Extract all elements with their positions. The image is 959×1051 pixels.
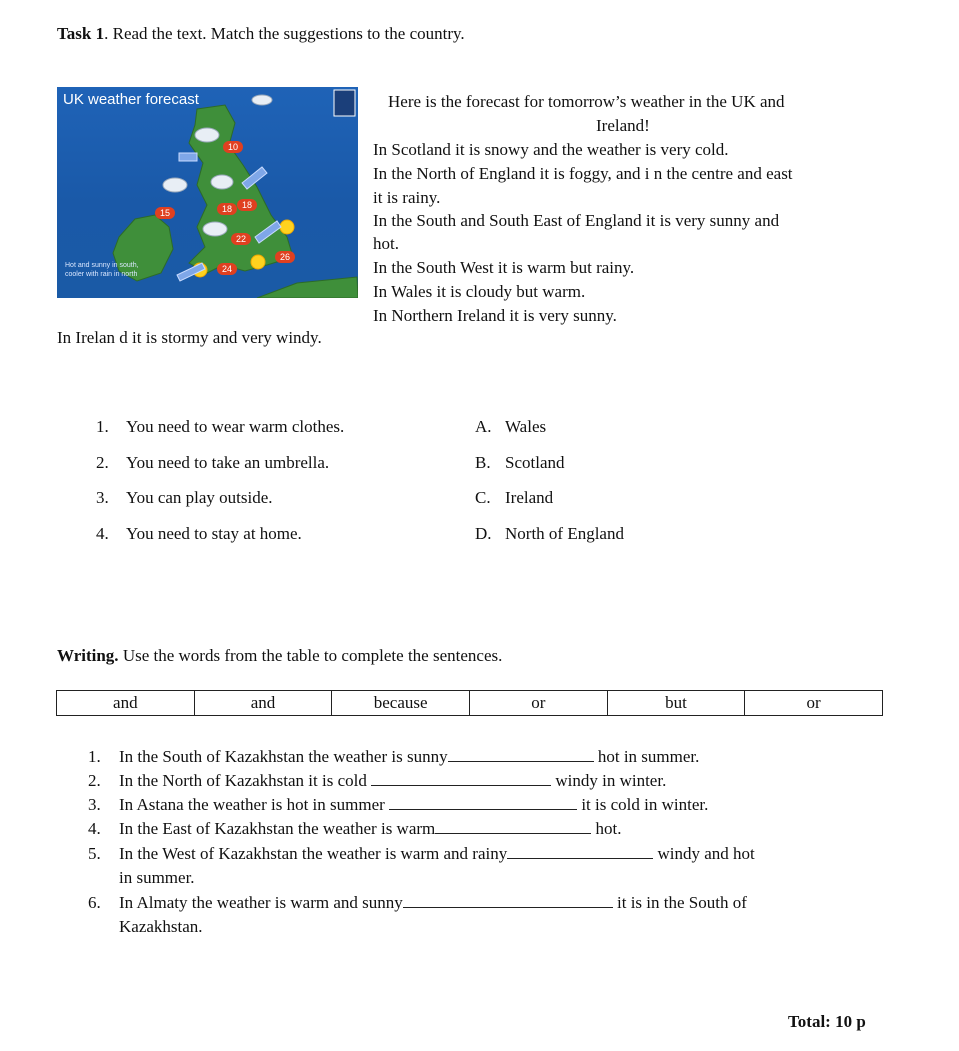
forecast-line: In Wales it is cloudy but warm. [373,282,586,301]
sentence-text: in summer. [119,868,195,887]
word-cell: or [469,691,607,716]
answer-blank[interactable] [507,842,653,859]
france-coast-shape [257,277,358,298]
map-title: UK weather forecast [63,91,199,108]
sentence-text: In Astana the weather is hot in summer [119,795,390,814]
temp-badge: 18 [217,203,237,215]
country-name: Wales [505,417,547,436]
sentence-text: windy and hot [657,844,755,863]
suggestion-text: You need to stay at home. [126,524,302,543]
sentence-text: windy in winter. [555,771,667,790]
sentence-text: In the West of Kazakhstan the weather is warm and rainy [119,844,508,863]
suggestion-number: 1. [96,417,109,436]
sentence-text: hot. [595,819,622,838]
sentence-number: 3. [88,795,101,814]
task-instruction: . Read the text. Match the suggestions to the country. [104,24,465,43]
temp-badge: 10 [223,141,243,153]
country-letter: B. [475,453,491,472]
country-letter: C. [475,488,491,507]
suggestion-text: You can play outside. [126,488,273,507]
suggestion-text: You need to wear warm clothes. [126,417,345,436]
temp-badge: 24 [217,263,237,275]
temp-badge: 15 [155,207,175,219]
sentence-text: hot in summer. [597,747,700,766]
answer-blank[interactable] [448,745,594,762]
word-cell: and [194,691,332,716]
sentence-number: 1. [88,747,101,766]
total-score: Total: 10 p [788,1012,866,1031]
word-cell: because [332,691,470,716]
sentence-number: 4. [88,819,101,838]
forecast-line: In the North of England it is foggy, and i n the centre and east [373,164,793,183]
forecast-line: Here is the forecast for tomorrow’s weather in the UK and [388,92,785,111]
broadcaster-logo-icon [334,90,355,116]
forecast-line: In Scotland it is snowy and the weather is very cold. [373,140,729,159]
sentence-text: In the North of Kazakhstan it is cold [119,771,372,790]
writing-label: Writing. [57,646,119,665]
country-name: Scotland [505,453,565,472]
answer-blank[interactable] [389,793,577,810]
uk-weather-map [57,87,358,298]
sentence-text: In the South of Kazakhstan the weather is sunny [119,747,448,766]
temp-badge: 18 [237,199,257,211]
writing-title [57,646,502,666]
word-cell: and [57,691,195,716]
sentence-text: it is cold in winter. [581,795,709,814]
answer-blank[interactable] [403,891,613,908]
suggestion-number: 4. [96,524,109,543]
forecast-line: it is rainy. [373,188,441,207]
country-name: Ireland [505,488,554,507]
forecast-line: hot. [373,234,399,253]
forecast-line: In Northern Ireland it is very sunny. [373,306,617,325]
sentence-number: 2. [88,771,101,790]
word-cell: or [745,691,883,716]
writing-instruction: Use the words from the table to complete the sentences. [118,646,503,665]
map-caption-line: cooler with rain in north [65,271,138,278]
word-table-row [57,691,883,716]
sentence-text: Kazakhstan. [119,917,203,936]
answer-blank[interactable] [435,817,591,834]
suggestion-text: You need to take an umbrella. [126,453,330,472]
country-name: North of England [505,524,624,543]
map-caption [65,261,139,279]
sentence-number: 5. [88,844,101,863]
word-cell: but [607,691,745,716]
forecast-line: In Irelan d it is stormy and very windy. [57,328,322,347]
country-letter: A. [475,417,492,436]
task-label: Task 1 [57,24,105,43]
sentence-text: it is in the South of [617,893,747,912]
sentence-text: In Almaty the weather is warm and sunny [119,893,403,912]
answer-blank[interactable] [371,769,551,786]
word-table [56,690,883,716]
temp-badge: 26 [275,251,295,263]
sentence-number: 6. [88,893,101,912]
forecast-line: In the South and South East of England it is very sunny and [373,211,780,230]
country-letter: D. [475,524,492,543]
forecast-line: Ireland! [596,116,650,135]
task-title [57,24,465,44]
forecast-line: In the South West it is warm but rainy. [373,258,635,277]
suggestion-number: 3. [96,488,109,507]
suggestion-number: 2. [96,453,109,472]
map-caption-line: Hot and sunny in south, [65,262,139,269]
sentence-text: In the East of Kazakhstan the weather is warm [119,819,436,838]
temp-badge: 22 [231,233,251,245]
